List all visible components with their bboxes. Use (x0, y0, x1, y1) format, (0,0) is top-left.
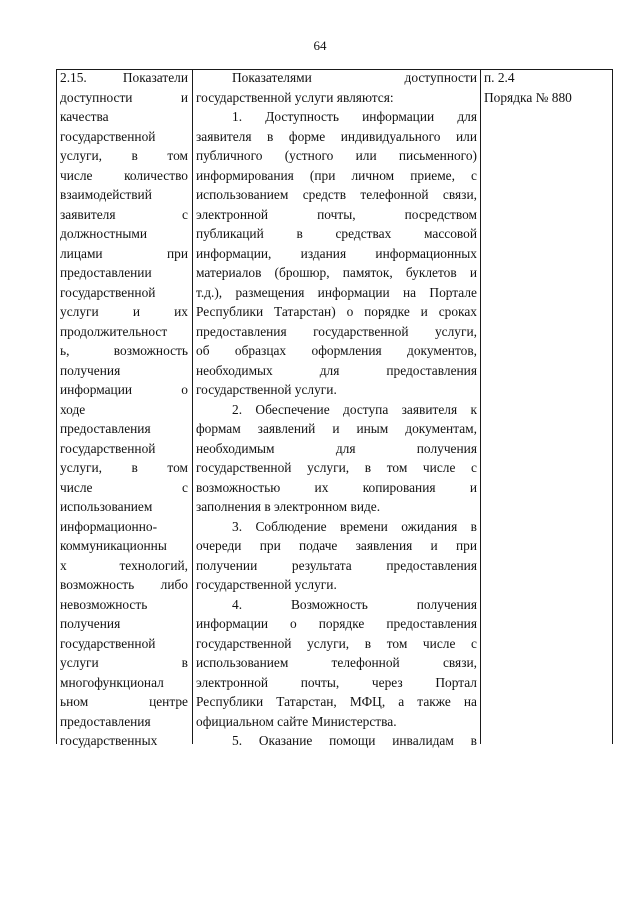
indicator-name-column (57, 70, 193, 748)
text-line: государственной (60, 284, 156, 300)
text-line: лицами при (60, 245, 188, 261)
text-line: публичного (устного или письменного) (196, 148, 477, 163)
text-line: материалов (брошюр, памяток, буклетов и (196, 265, 477, 280)
text-line: 2. Обеспечение доступа заявителя к (232, 401, 477, 417)
text-line: информационно- (60, 518, 158, 534)
indicator-name-text (60, 68, 188, 751)
text-line: государственной услуги. (196, 382, 337, 397)
text-line: официальном сайте Министерства. (196, 713, 397, 729)
text-line: качества (60, 109, 109, 124)
indicator-description-text (196, 68, 477, 751)
text-line: Показателями доступности (232, 70, 477, 85)
text-line: т.д.), размещения информации на Портале (196, 284, 477, 300)
text-line: предоставления (60, 713, 151, 729)
text-line: взаимодействий (60, 187, 152, 202)
text-line: п. 2.4 (484, 70, 515, 85)
text-line: информации о порядке предоставления (196, 616, 477, 631)
text-line: заявителя в форме индивидуального или (196, 128, 477, 144)
page-number: 64 (313, 38, 327, 53)
text-line: ходе (60, 401, 86, 417)
indicator-description-column (193, 70, 481, 748)
text-line: электронной почты, посредством (196, 206, 477, 222)
text-line: государственной услуги являются: (196, 89, 394, 105)
text-line: заявителя с (60, 206, 188, 222)
text-line: государственной (60, 635, 156, 651)
text-line: использованием (60, 499, 153, 514)
text-line: Республики Татарстан, МФЦ, а также на (196, 694, 477, 709)
text-line: предоставления государственной услуги, (196, 323, 477, 339)
text-line: Республики Татарстан) о порядке и сроках (196, 304, 477, 319)
text-line: ь, возможность (60, 343, 188, 358)
text-line: 5. Оказание помощи инвалидам в (232, 733, 477, 748)
text-line: очереди при подаче заявления и при (196, 538, 477, 553)
text-line: возможность либо (60, 577, 188, 592)
text-line: числе количество (60, 167, 188, 183)
text-line: коммуникационны (60, 538, 167, 553)
text-line: 2.15. Показатели (60, 70, 188, 85)
text-line: информации о (60, 382, 188, 397)
text-line: государственной (60, 440, 156, 456)
text-line: 4. Возможность получения (232, 596, 477, 612)
text-line: получении результата предоставления (196, 557, 477, 573)
text-line: получения (60, 362, 121, 378)
text-line: невозможность (60, 596, 148, 612)
text-line: государственной услуги, в том числе с (196, 460, 477, 475)
text-line: заполнения в электронном виде. (196, 499, 381, 514)
text-line: необходимых для предоставления (196, 362, 477, 378)
text-line: многофункционал (60, 674, 164, 690)
text-line: государственной (60, 128, 156, 144)
text-line: услуги, в том (60, 460, 188, 475)
text-line: государственных (60, 733, 158, 748)
text-line: получения (60, 616, 121, 631)
text-line: государственной услуги. (196, 577, 337, 592)
text-line: использованием средств телефонной связи, (196, 187, 477, 202)
text-line: возможностью их копирования и (196, 479, 477, 495)
text-line: х технологий, (60, 557, 188, 573)
text-line: информации, издания информационных (196, 245, 477, 261)
text-line: Порядка № 880 (484, 89, 572, 105)
text-line: необходимым для получения (196, 440, 477, 456)
text-line: предоставления (60, 421, 151, 436)
text-line: доступности и (60, 89, 188, 105)
text-line: числе с (60, 479, 188, 495)
text-line: 1. Доступность информации для (232, 109, 477, 124)
text-line: формам заявлений и иным документам, (196, 421, 477, 436)
text-line: должностными (60, 226, 148, 241)
text-line: об образцах оформления документов, (196, 343, 477, 358)
text-line: ьном центре (60, 694, 188, 709)
legal-reference-column (481, 70, 612, 744)
text-line: государственной услуги, в том числе с (196, 635, 477, 651)
text-line: услуги, в том (60, 148, 188, 163)
text-line: 3. Соблюдение времени ожидания в (232, 518, 477, 534)
text-line: услуги и их (60, 304, 188, 319)
text-line: информирования (при личном приеме, с (196, 167, 477, 183)
regulation-table (56, 69, 613, 748)
legal-reference-text (484, 68, 608, 107)
text-line: продолжительност (60, 323, 168, 339)
text-line: электронной почты, через Портал (196, 674, 477, 690)
text-line: услуги в (60, 655, 188, 670)
text-line: публикаций в средствах массовой (196, 226, 477, 241)
text-line: использованием телефонной связи, (196, 655, 477, 670)
text-line: предоставлении (60, 265, 152, 280)
